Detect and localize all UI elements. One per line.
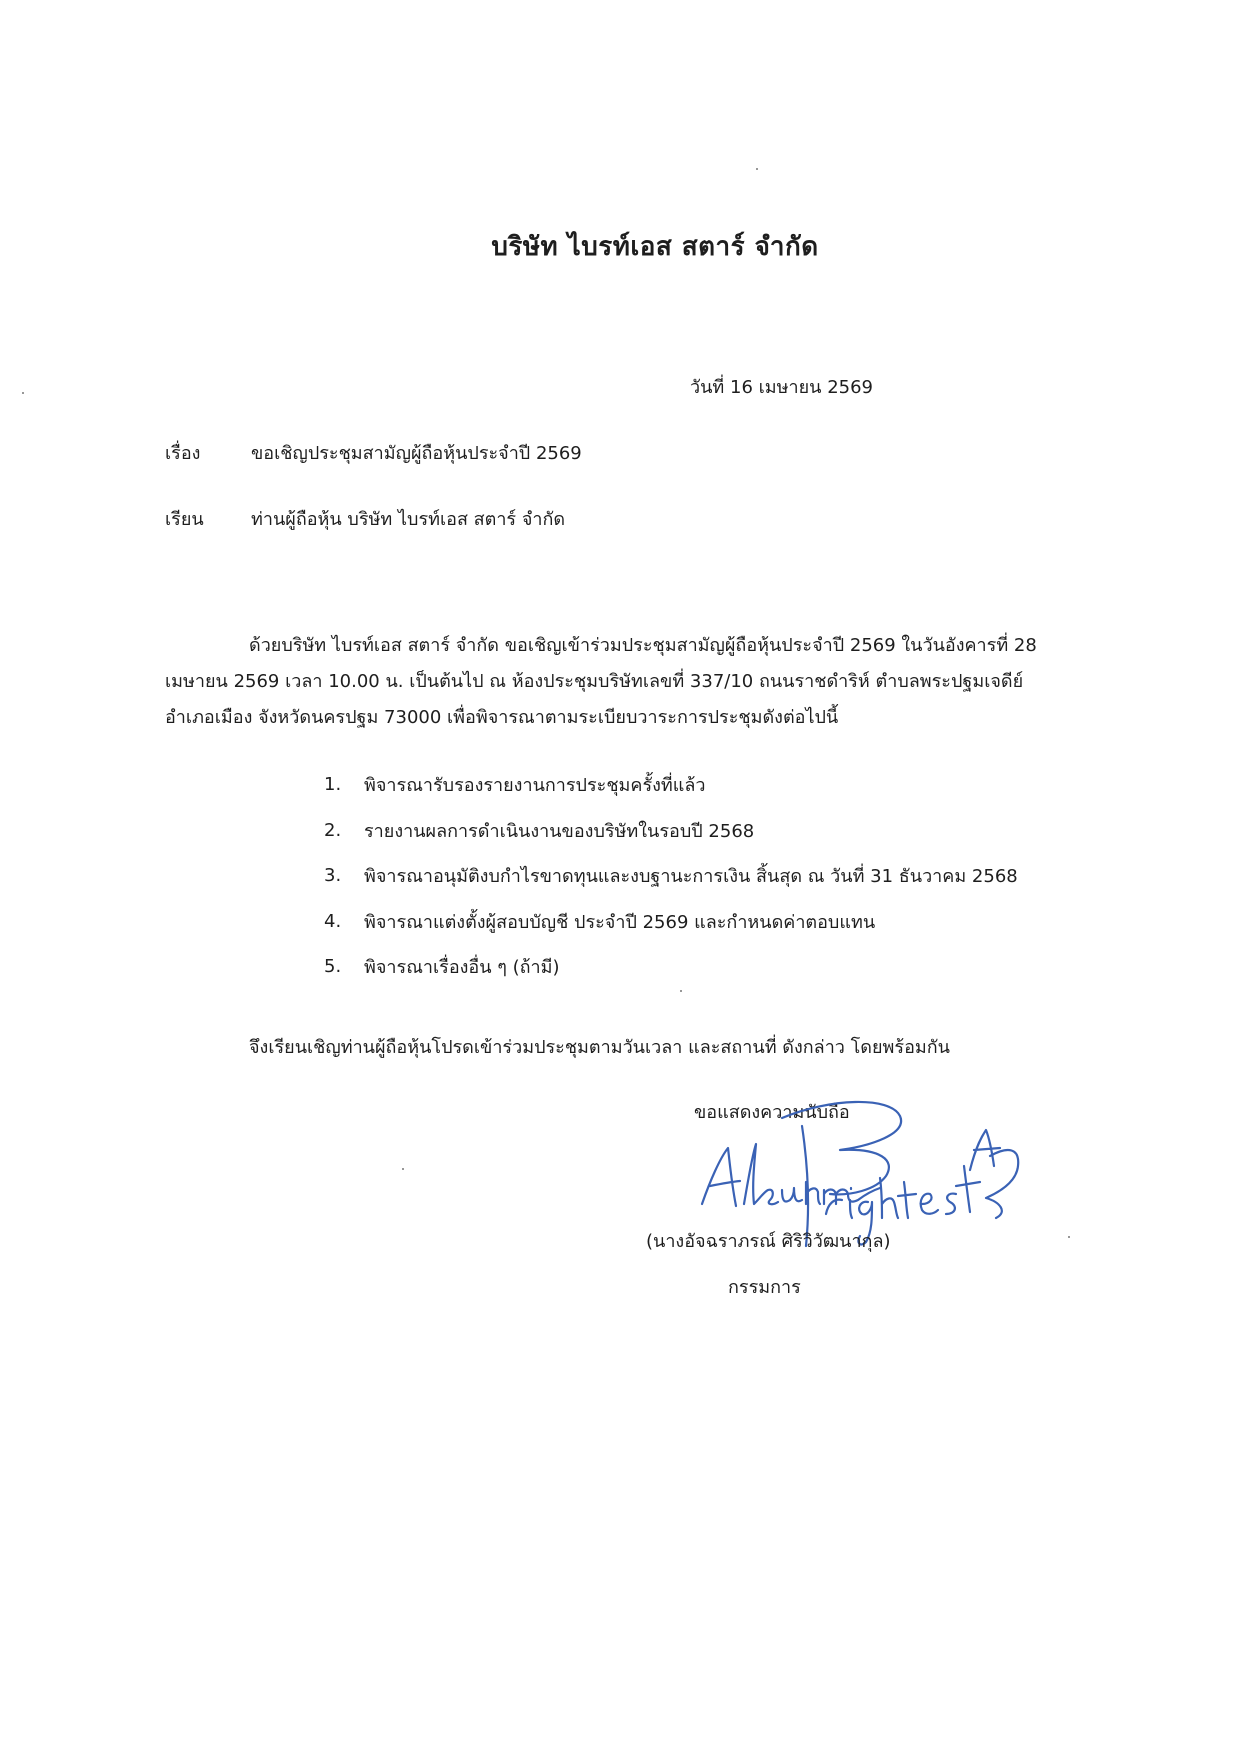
- agenda-item: [324, 853, 1018, 899]
- body-line: อำเภอเมือง จังหวัดนครปฐม 73000 เพื่อพิจารณาตามระเบียบวาระการประชุมดังต่อไปนี้: [165, 707, 839, 728]
- agenda-number: 4.: [324, 910, 342, 932]
- agenda-text: พิจารณาแต่งตั้งผู้สอบบัญชี ประจำปี 2569 และกำหนดค่าตอบแทน: [364, 911, 876, 933]
- subject-label: เรื่อง: [165, 443, 201, 464]
- scan-speck: [756, 168, 758, 170]
- recipient-row: [165, 504, 565, 533]
- agenda-item: [324, 762, 1018, 808]
- signer-title: กรรมการ: [728, 1277, 801, 1298]
- scan-speck: [402, 1168, 404, 1170]
- company-title: บริษัท ไบรท์เอส สตาร์ จำกัด: [491, 232, 819, 262]
- agenda-item: [324, 899, 1018, 945]
- scan-speck: [1068, 1236, 1070, 1238]
- scan-speck: [680, 990, 682, 992]
- agenda-text: พิจารณาเรื่องอื่น ๆ (ถ้ามี): [364, 957, 560, 979]
- subject-row: [165, 438, 582, 467]
- regards-line: ขอแสดงความนับถือ: [694, 1102, 850, 1123]
- recipient-label: เรียน: [165, 509, 204, 530]
- agenda-item: [324, 808, 1018, 854]
- agenda-text: พิจารณารับรองรายงานการประชุมครั้งที่แล้ว: [364, 775, 706, 797]
- agenda-number: 1.: [324, 774, 342, 796]
- signer-name: (นางอัจฉราภรณ์ ศิริวิวัฒนากุล): [646, 1231, 891, 1252]
- agenda-number: 5.: [324, 956, 342, 978]
- scan-speck: [22, 392, 24, 394]
- agenda-item: [324, 944, 1018, 990]
- agenda-number: 2.: [324, 819, 342, 841]
- agenda-text: พิจารณาอนุมัติงบกำไรขาดทุนและงบฐานะการเงิน สิ้นสุด ณ วันที่ 31 ธันวาคม 2568: [364, 866, 1018, 888]
- subject-text: ขอเชิญประชุมสามัญผู้ถือหุ้นประจำปี 2569: [251, 443, 582, 464]
- body-line: ด้วยบริษัท ไบรท์เอส สตาร์ จำกัด ขอเชิญเข้าร่วมประชุมสามัญผู้ถือหุ้นประจำปี 2569 ในวันอังคารที่ 28: [249, 635, 1037, 656]
- letter-date: วันที่ 16 เมษายน 2569: [690, 377, 873, 398]
- agenda-number: 3.: [324, 865, 342, 887]
- closing-sentence: จึงเรียนเชิญท่านผู้ถือหุ้นโปรดเข้าร่วมประชุมตามวันเวลา และสถานที่ ดังกล่าว โดยพร้อมกัน: [249, 1037, 950, 1058]
- body-paragraph: [165, 628, 1115, 736]
- agenda-list: [324, 762, 1018, 990]
- recipient-text: ท่านผู้ถือหุ้น บริษัท ไบรท์เอส สตาร์ จำกัด: [251, 509, 566, 530]
- agenda-text: รายงานผลการดำเนินงานของบริษัทในรอบปี 2568: [364, 820, 755, 842]
- body-line: เมษายน 2569 เวลา 10.00 น. เป็นต้นไป ณ ห้องประชุมบริษัทเลขที่ 337/10 ถนนราชดำริห์ ตำบลพระปฐมเจดีย์: [165, 671, 1024, 692]
